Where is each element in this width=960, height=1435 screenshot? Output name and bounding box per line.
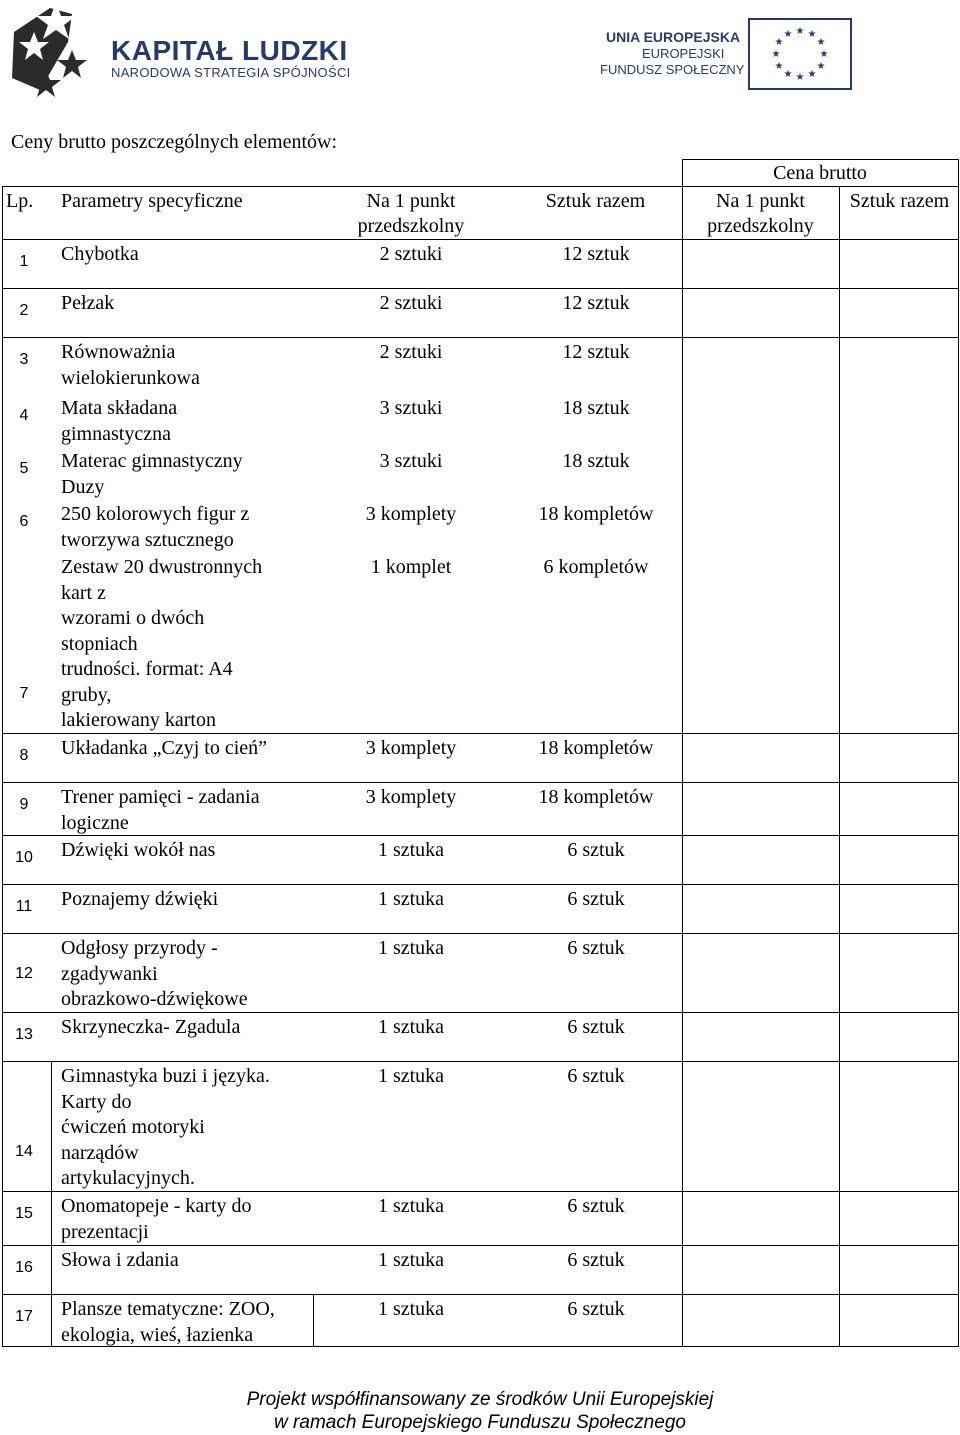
footer-line1: Projekt współfinansowany ze środków Unii Europejskiej (246, 1389, 714, 1410)
col-razem: Sztuk razem (545, 190, 646, 212)
col-divider-price-razem (839, 186, 840, 1346)
row-divider (2, 1191, 959, 1192)
row-total: 18 sztuk (562, 397, 630, 419)
row-per-point: 2 sztuki (379, 243, 443, 265)
row-name-line: Skrzyneczka- Zgadula (61, 1016, 241, 1038)
eu-line1: UNIA EUROPEJSKA (606, 29, 741, 45)
row-name-line: trudności. format: A4 (61, 658, 233, 680)
row-per-point: 1 komplet (370, 556, 452, 578)
row-total: 6 sztuk (567, 1065, 625, 1087)
col-na1-line2: przedszkolny (357, 215, 465, 237)
row-name-line: Mata składana (61, 397, 178, 419)
row-total: 6 sztuk (567, 1016, 625, 1038)
row-name-line: Onomatopeje - karty do (61, 1195, 252, 1217)
kapital-subtitle: NARODOWA STRATEGIA SPÓJNOŚCI (111, 65, 351, 80)
row-name-line: lakierowany karton (61, 709, 216, 731)
cena-brutto-divider (682, 186, 959, 187)
row-lp: 12 (15, 965, 33, 982)
row-name-line: stopniach (61, 632, 138, 655)
col-price-na1-line1: Na 1 punkt (716, 190, 805, 212)
svg-text:★: ★ (819, 49, 829, 60)
row-total: 18 kompletów (538, 786, 654, 808)
col-group-cena-brutto: Cena brutto (773, 162, 867, 184)
row-divider (2, 884, 959, 885)
row-total: 6 sztuk (567, 1195, 625, 1217)
eu-line3: FUNDUSZ SPOŁECZNY (600, 62, 745, 77)
row-divider (2, 1012, 959, 1013)
row-per-point: 1 sztuka (377, 937, 445, 959)
svg-text:★: ★ (783, 29, 793, 40)
row-name-line: 250 kolorowych figur z (61, 503, 250, 525)
row-name-line: Zestaw 20 dwustronnych (61, 556, 263, 578)
col-param: Parametry specyficzne (61, 190, 243, 212)
row-name-line: wielokierunkowa (61, 366, 200, 389)
svg-text:★: ★ (816, 61, 826, 72)
table-left-border (2, 186, 3, 1346)
row-name-line: Karty do (61, 1090, 132, 1113)
row-name-line: obrazkowo-dźwiękowe (61, 988, 248, 1010)
row-name-line: Trener pamięci - zadania (61, 786, 260, 808)
row-name-line: gimnastyczna (61, 422, 171, 445)
row-total: 6 sztuk (567, 839, 625, 861)
row-per-point: 1 sztuka (377, 1065, 445, 1087)
svg-text:★: ★ (795, 72, 805, 83)
row-name-line: logiczne (61, 811, 129, 834)
row-name-line: prezentacji (61, 1220, 149, 1243)
row-lp: 2 (19, 302, 29, 319)
row-name-line: kart z (61, 581, 106, 604)
row-name-line: Pełzak (61, 292, 115, 314)
row-lp: 4 (19, 407, 29, 424)
row-lp: 1 (19, 253, 29, 270)
row-divider (2, 288, 959, 289)
eu-logo (598, 18, 858, 93)
row-lp: 17 (15, 1308, 33, 1325)
row-divider (2, 1294, 959, 1295)
row-divider (2, 933, 959, 934)
row-name-line: Dźwięki wokół nas (61, 839, 216, 861)
col-price-razem: Sztuk razem (849, 190, 950, 212)
header-top-border (2, 186, 682, 187)
row-name-line: Słowa i zdania (61, 1249, 179, 1271)
row-divider (2, 239, 959, 240)
row-divider (2, 782, 959, 783)
page-heading: Ceny brutto poszczególnych elementów: (11, 131, 338, 153)
row-per-point: 3 komplety (365, 737, 457, 759)
svg-text:★: ★ (774, 37, 784, 48)
col-price-na1-line2: przedszkolny (707, 215, 814, 237)
col-divider-lp (51, 1061, 52, 1346)
row-name-line: Poznajemy dźwięki (61, 888, 219, 910)
row-per-point: 1 sztuka (377, 1195, 445, 1217)
svg-text:★: ★ (816, 37, 826, 48)
row-name-line: ćwiczeń motoryki (61, 1116, 205, 1138)
row-name-line: Chybotka (61, 243, 139, 265)
svg-text:★: ★ (807, 69, 817, 80)
row-lp: 5 (19, 460, 29, 477)
col-lp: Lp. (6, 190, 34, 212)
row-name-line: Układanka „Czyj to cień” (61, 737, 268, 759)
svg-text:★: ★ (783, 69, 793, 80)
eu-flag-icon (748, 18, 852, 90)
col-divider-name (313, 1294, 314, 1346)
row-divider (2, 1245, 959, 1246)
row-name-line: ekologia, wieś, łazienka (61, 1323, 254, 1346)
row-total: 12 sztuk (562, 243, 630, 265)
row-per-point: 3 sztuki (379, 397, 443, 419)
kapital-ludzki-logo (10, 2, 351, 102)
row-name-line: artykulacyjnych. (61, 1167, 195, 1189)
row-total: 6 kompletów (543, 556, 649, 578)
row-per-point: 1 sztuka (377, 839, 445, 861)
row-total: 6 sztuk (567, 937, 625, 959)
row-lp: 10 (15, 849, 33, 866)
row-total: 18 kompletów (538, 503, 654, 525)
row-per-point: 1 sztuka (377, 1016, 445, 1038)
row-total: 6 sztuk (567, 1298, 625, 1320)
table-top-border (682, 159, 959, 160)
col-na1-line1: Na 1 punkt (366, 190, 456, 212)
row-lp: 15 (15, 1205, 33, 1222)
row-lp: 7 (19, 685, 29, 702)
row-total: 6 sztuk (567, 1249, 625, 1271)
row-lp: 16 (15, 1259, 33, 1276)
row-name-line: Odgłosy przyrody - (61, 937, 218, 959)
row-name-line: wzorami o dwóch (61, 607, 205, 629)
row-total: 18 sztuk (562, 450, 630, 472)
row-per-point: 1 sztuka (377, 1249, 445, 1271)
row-total: 18 kompletów (538, 737, 654, 759)
row-divider (2, 1346, 959, 1347)
table-right-border (958, 159, 959, 1346)
row-name-line: Materac gimnastyczny (61, 450, 243, 472)
row-name-line: Równoważnia (61, 341, 176, 363)
row-divider (2, 1061, 959, 1062)
row-name-line: Plansze tematyczne: ZOO, (61, 1298, 275, 1320)
row-per-point: 2 sztuki (379, 341, 443, 363)
row-name-line: zgadywanki (61, 962, 158, 985)
svg-text:★: ★ (807, 29, 817, 40)
row-per-point: 3 komplety (365, 503, 457, 525)
row-name-line: gruby, (61, 683, 112, 706)
row-lp: 14 (15, 1143, 33, 1160)
row-per-point: 3 sztuki (379, 450, 443, 472)
row-lp: 6 (19, 513, 29, 530)
row-lp: 3 (19, 351, 29, 368)
col-divider-price (682, 159, 683, 1346)
stars-logo-icon (10, 2, 100, 98)
row-lp: 8 (19, 747, 29, 764)
row-lp: 9 (19, 796, 29, 813)
svg-text:★: ★ (771, 49, 781, 60)
row-total: 12 sztuk (562, 341, 630, 363)
footer-line2: w ramach Europejskiego Funduszu Społecznego (274, 1412, 686, 1433)
row-total: 12 sztuk (562, 292, 630, 314)
row-per-point: 3 komplety (365, 786, 457, 808)
row-total: 6 sztuk (567, 888, 625, 910)
row-divider (2, 337, 959, 338)
row-divider (2, 835, 959, 836)
row-name-line: Gimnastyka buzi i języka. (61, 1065, 270, 1087)
row-name-line: tworzywa sztucznego (61, 528, 234, 551)
svg-text:★: ★ (795, 26, 805, 37)
kapital-title: KAPITAŁ LUDZKI (111, 35, 348, 66)
row-per-point: 2 sztuki (379, 292, 443, 314)
row-lp: 13 (15, 1026, 33, 1043)
eu-line2: EUROPEJSKI (642, 46, 725, 61)
row-per-point: 1 sztuka (377, 1298, 445, 1320)
row-divider (2, 733, 959, 734)
row-name-line: Duzy (61, 475, 105, 498)
row-per-point: 1 sztuka (377, 888, 445, 910)
row-lp: 11 (15, 898, 33, 915)
svg-text:★: ★ (774, 61, 784, 72)
row-name-line: narządów (61, 1141, 139, 1164)
